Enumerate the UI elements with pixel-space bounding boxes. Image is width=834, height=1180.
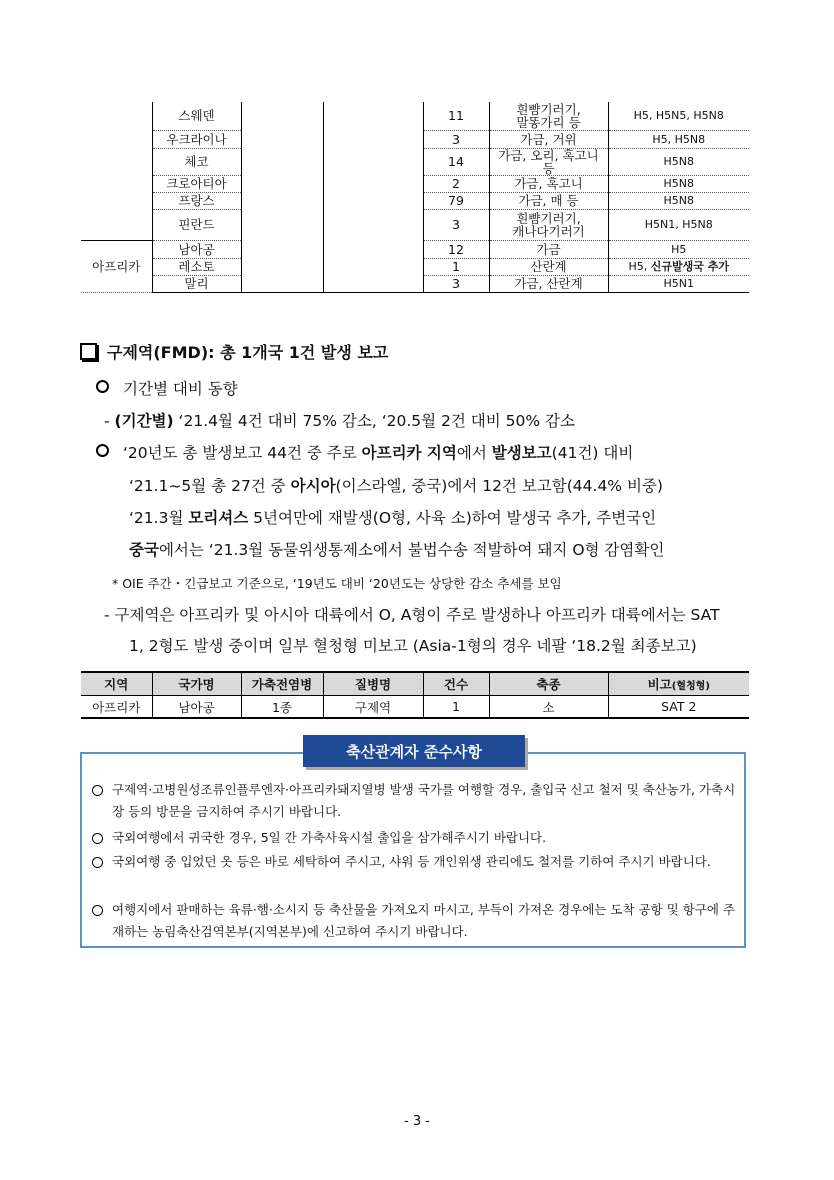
circle-bullet-icon <box>92 857 103 868</box>
table-row <box>81 696 749 719</box>
table-header-row <box>81 672 749 696</box>
note-cell: H5 <box>608 240 749 258</box>
note-cell: H5N8 <box>608 175 749 192</box>
note-cell: H5, H5N8 <box>608 130 749 148</box>
header-disease-class: 가축전염병 <box>241 672 323 696</box>
species-cell: 흰뺨기러기, 캐나다기러기 <box>489 209 608 240</box>
paragraph-line-4 <box>129 538 664 560</box>
note-cell: H5N1 <box>608 275 749 292</box>
checkbox-icon <box>80 343 97 360</box>
country-cell: 프랑스 <box>152 192 241 209</box>
text-bold: 아시아 <box>290 477 336 495</box>
text-bold: 중국 <box>129 541 159 559</box>
note-cell: SAT 2 <box>608 696 749 719</box>
text: ‘21.3월 <box>129 509 189 527</box>
note-cell: H5, H5N5, H5N8 <box>608 102 749 130</box>
period-line <box>104 409 575 431</box>
country-cell: 크로아티아 <box>152 175 241 192</box>
blank-cell <box>323 102 423 292</box>
notice-item <box>92 851 742 873</box>
notice-title: 축산관계자 준수사항 <box>303 735 525 767</box>
section-title-text: 구제역(FMD): 총 1개국 1건 발생 보고 <box>107 343 389 362</box>
text: (41건) 대비 <box>551 444 634 462</box>
text-bold: 모리셔스 <box>188 509 249 527</box>
circle-bullet-icon <box>92 833 103 844</box>
notice-item-text: 국외여행 중 입었던 옷 등은 바로 세탁하여 주시고, 샤워 등 개인위생 관리에도 철저를 기하여 주시기 바랍니다. <box>112 854 711 869</box>
page-number: - 3 - <box>404 1114 430 1129</box>
notice-item-text: 여행지에서 판매하는 육류·햄·소시지 등 축산물을 가져오지 마시고, 부득이 가져온 경우에는 도착 공항 및 항구에 주재하는 농림축산검역본부(지역본부)에 신고하여 주시기 바랍니다. <box>112 902 735 939</box>
note-cell: H5N8 <box>608 148 749 175</box>
header-note <box>608 672 749 696</box>
footnote: * OIE 주간・긴급보고 기준으로, ‘19년도 대비 ‘20년도는 상당한 감소 추세를 보임 <box>112 576 562 591</box>
count-cell: 1 <box>423 696 489 719</box>
blank-cell <box>241 102 323 292</box>
species-cell: 산란계 <box>489 258 608 275</box>
count-cell: 2 <box>423 175 489 192</box>
paragraph-line-2 <box>129 474 663 496</box>
notice-item <box>92 827 742 849</box>
outbreak-table <box>81 102 749 293</box>
species-cell: 가금, 산란계 <box>489 275 608 292</box>
text: 에서 <box>456 444 492 462</box>
species-cell: 가금, 혹고니 <box>489 175 608 192</box>
country-cell: 스웨덴 <box>152 102 241 130</box>
note-cell: H5N8 <box>608 192 749 209</box>
country-cell: 남아공 <box>152 696 241 719</box>
count-cell: 1 <box>423 258 489 275</box>
circle-bullet-icon <box>92 905 103 916</box>
species-cell: 소 <box>489 696 608 719</box>
section-title <box>80 340 388 363</box>
trend-heading-text: 기간별 대비 동향 <box>123 380 238 398</box>
count-cell: 11 <box>423 102 489 130</box>
period-label: (기간별) <box>114 412 174 430</box>
country-cell: 우크라이나 <box>152 130 241 148</box>
species-cell: 흰뺨기러기, 말똥가리 등 <box>489 102 608 130</box>
header-count: 건수 <box>423 672 489 696</box>
header-country: 국가명 <box>152 672 241 696</box>
disease-class-cell: 1종 <box>241 696 323 719</box>
text: ‘21.1~5월 총 27건 중 <box>129 477 291 495</box>
header-species: 축종 <box>489 672 608 696</box>
trend-heading <box>96 377 238 399</box>
count-cell: 12 <box>423 240 489 258</box>
country-cell: 핀란드 <box>152 209 241 240</box>
text-bold: 아프리카 지역 <box>361 444 457 462</box>
country-cell: 말리 <box>152 275 241 292</box>
notice-item <box>92 899 742 943</box>
text: 에서는 ‘21.3월 동물위생통제소에서 불법수송 적발하여 돼지 O형 감염확인 <box>158 541 665 559</box>
text: (이스라엘, 중국)에서 12건 보고함(44.4% 비중) <box>335 477 663 495</box>
count-cell: 3 <box>423 130 489 148</box>
count-cell: 14 <box>423 148 489 175</box>
notice-item-text: 구제역·고병원성조류인플루엔자·아프리카돼지열병 발생 국가를 여행할 경우, 출입국 신고 철저 및 축산농가, 가축시장 등의 방문을 금지하여 주시기 바랍니다. <box>112 782 736 819</box>
header-disease-name: 질병명 <box>323 672 423 696</box>
region-cell: 아프리카 <box>81 240 152 292</box>
note-text: H5, <box>628 260 651 273</box>
species-cell: 가금 <box>489 240 608 258</box>
species-cell: 가금, 오리, 혹고니 등 <box>489 148 608 175</box>
period-text: ‘21.4월 4건 대비 75% 감소, ‘20.5월 2건 대비 50% 감소 <box>173 412 576 430</box>
header-note-label: 비고 <box>647 677 672 692</box>
count-cell: 79 <box>423 192 489 209</box>
notice-item <box>92 779 742 823</box>
country-cell: 레소토 <box>152 258 241 275</box>
circle-bullet-icon <box>96 380 109 393</box>
count-cell: 3 <box>423 209 489 240</box>
dash-line-1: - 구제역은 아프리카 및 아시아 대륙에서 O, A형이 주로 발생하나 아프리카 대륙에서는 SAT <box>104 606 720 624</box>
text: ‘20년도 총 발생보고 44건 중 주로 <box>123 444 362 462</box>
note-cell: H5N1, H5N8 <box>608 209 749 240</box>
table-row <box>81 102 749 130</box>
dash-line-2: 1, 2형도 발생 중이며 일부 혈청형 미보고 (Asia-1형의 경우 네팔 ‘18.2월 최종보고) <box>129 637 697 655</box>
country-cell: 체코 <box>152 148 241 175</box>
note-new-country: 신규발생국 추가 <box>650 260 729 273</box>
notice-item-text: 국외여행에서 귀국한 경우, 5일 간 가축사육시설 출입을 삼가해주시기 바랍니다. <box>112 830 547 845</box>
paragraph-line-1 <box>96 441 633 463</box>
count-cell: 3 <box>423 275 489 292</box>
region-cell <box>81 102 152 240</box>
fmd-table <box>81 671 749 719</box>
text-bold: 발생보고 <box>491 444 552 462</box>
disease-name-cell: 구제역 <box>323 696 423 719</box>
region-cell: 아프리카 <box>81 696 152 719</box>
paragraph-line-3 <box>129 506 656 528</box>
species-cell: 가금, 거위 <box>489 130 608 148</box>
header-region: 지역 <box>81 672 152 696</box>
header-note-sub: (혈청형) <box>671 681 710 692</box>
circle-bullet-icon <box>92 785 103 796</box>
text: 5년여만에 재발생(O형, 사육 소)하여 발생국 추가, 주변국인 <box>248 509 657 527</box>
dash: - <box>104 412 115 430</box>
circle-bullet-icon <box>96 444 109 457</box>
country-cell: 남아공 <box>152 240 241 258</box>
note-cell <box>608 258 749 275</box>
species-cell: 가금, 매 등 <box>489 192 608 209</box>
